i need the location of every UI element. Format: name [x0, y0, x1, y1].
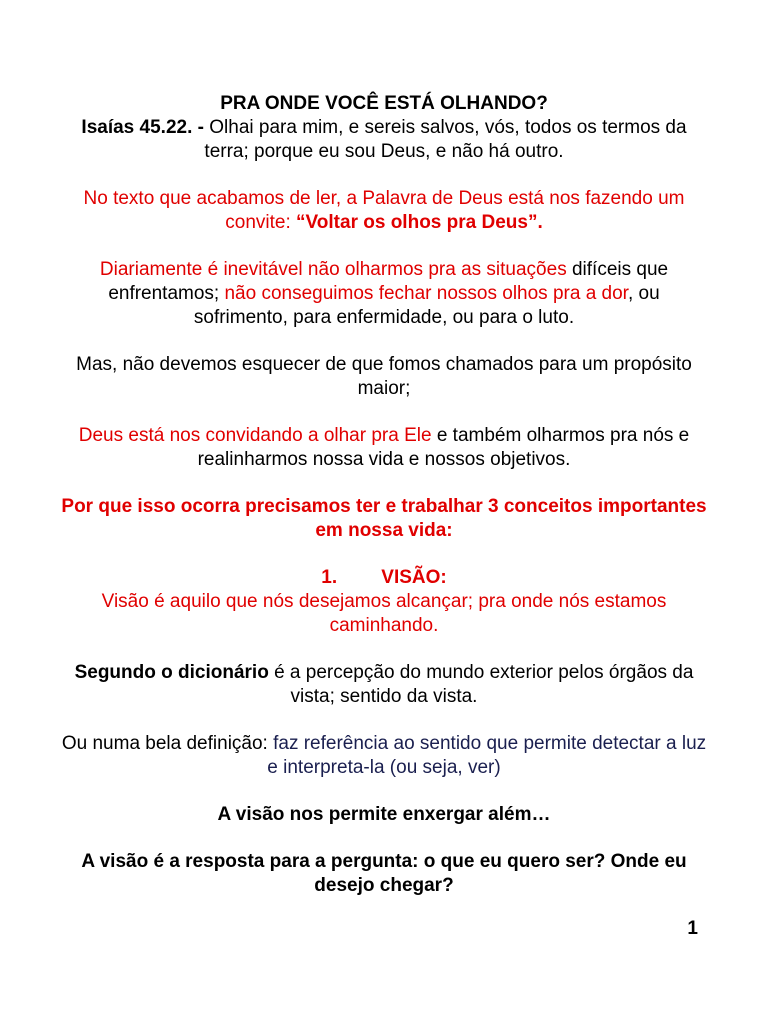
- god-inviting-red: Deus está nos convidando a olhar pra Ele: [78, 425, 432, 446]
- paragraph-question: A visão é a resposta para a pergunta: o que eu quero ser? Onde eu desejo chegar?: [81, 851, 687, 896]
- page-title: PRA ONDE VOCÊ ESTÁ OLHANDO?: [220, 93, 548, 114]
- section-title: VISÃO:: [381, 567, 447, 588]
- daily-red-2: não conseguimos fechar nossos olhos pra a dor: [224, 283, 628, 304]
- page-number: 1: [687, 918, 698, 939]
- god-inviting-black: e também olharmos pra nós e realinharmos nossa vida e nossos objetivos.: [197, 425, 690, 470]
- invitation-text: No texto que acabamos de ler, a Palavra de Deus está nos fazendo um convite:: [83, 188, 685, 233]
- section-number: 1.: [321, 567, 338, 588]
- paragraph-concepts: Por que isso ocorra precisamos ter e trabalhar 3 conceitos importantes em nossa vida:: [61, 496, 707, 541]
- verse-reference: Isaías 45.22. -: [81, 117, 204, 138]
- paragraph-purpose: Mas, não devemos esquecer de que fomos chamados para um propósito maior;: [76, 354, 692, 399]
- paragraph-invitation: [60, 187, 708, 235]
- section-heading-vision: [60, 566, 708, 590]
- paragraph-god-inviting: [60, 424, 708, 472]
- dictionary-label: Segundo o dicionário: [74, 662, 269, 683]
- document-body: [60, 92, 708, 898]
- paragraph-beyond: A visão nos permite enxergar além…: [217, 804, 551, 825]
- verse-paragraph: [60, 116, 708, 164]
- daily-black-2: , ou sofrimento, para enfermidade, ou para o luto.: [193, 283, 660, 328]
- vision-definition: Visão é aquilo que nós desejamos alcançar; pra onde nós estamos caminhando.: [101, 591, 667, 636]
- daily-red-1: Diariamente é inevitável não olharmos pra as situações: [99, 259, 567, 280]
- verse-text: Olhai para mim, e sereis salvos, vós, todos os termos da terra; porque eu sou Deus, e não há outro.: [203, 117, 687, 162]
- paragraph-dictionary: [60, 661, 708, 709]
- definition-text: faz referência ao sentido que permite detectar a luz e interpreta-la (ou seja, ver): [267, 733, 707, 778]
- paragraph-definition: [60, 732, 708, 780]
- daily-black-1: difíceis que enfrentamos;: [108, 259, 669, 304]
- paragraph-daily: [60, 258, 708, 330]
- dictionary-text: é a percepção do mundo exterior pelos órgãos da vista; sentido da vista.: [268, 662, 694, 707]
- definition-intro: Ou numa bela definição:: [61, 733, 274, 754]
- invitation-quote: “Voltar os olhos pra Deus”.: [296, 212, 543, 233]
